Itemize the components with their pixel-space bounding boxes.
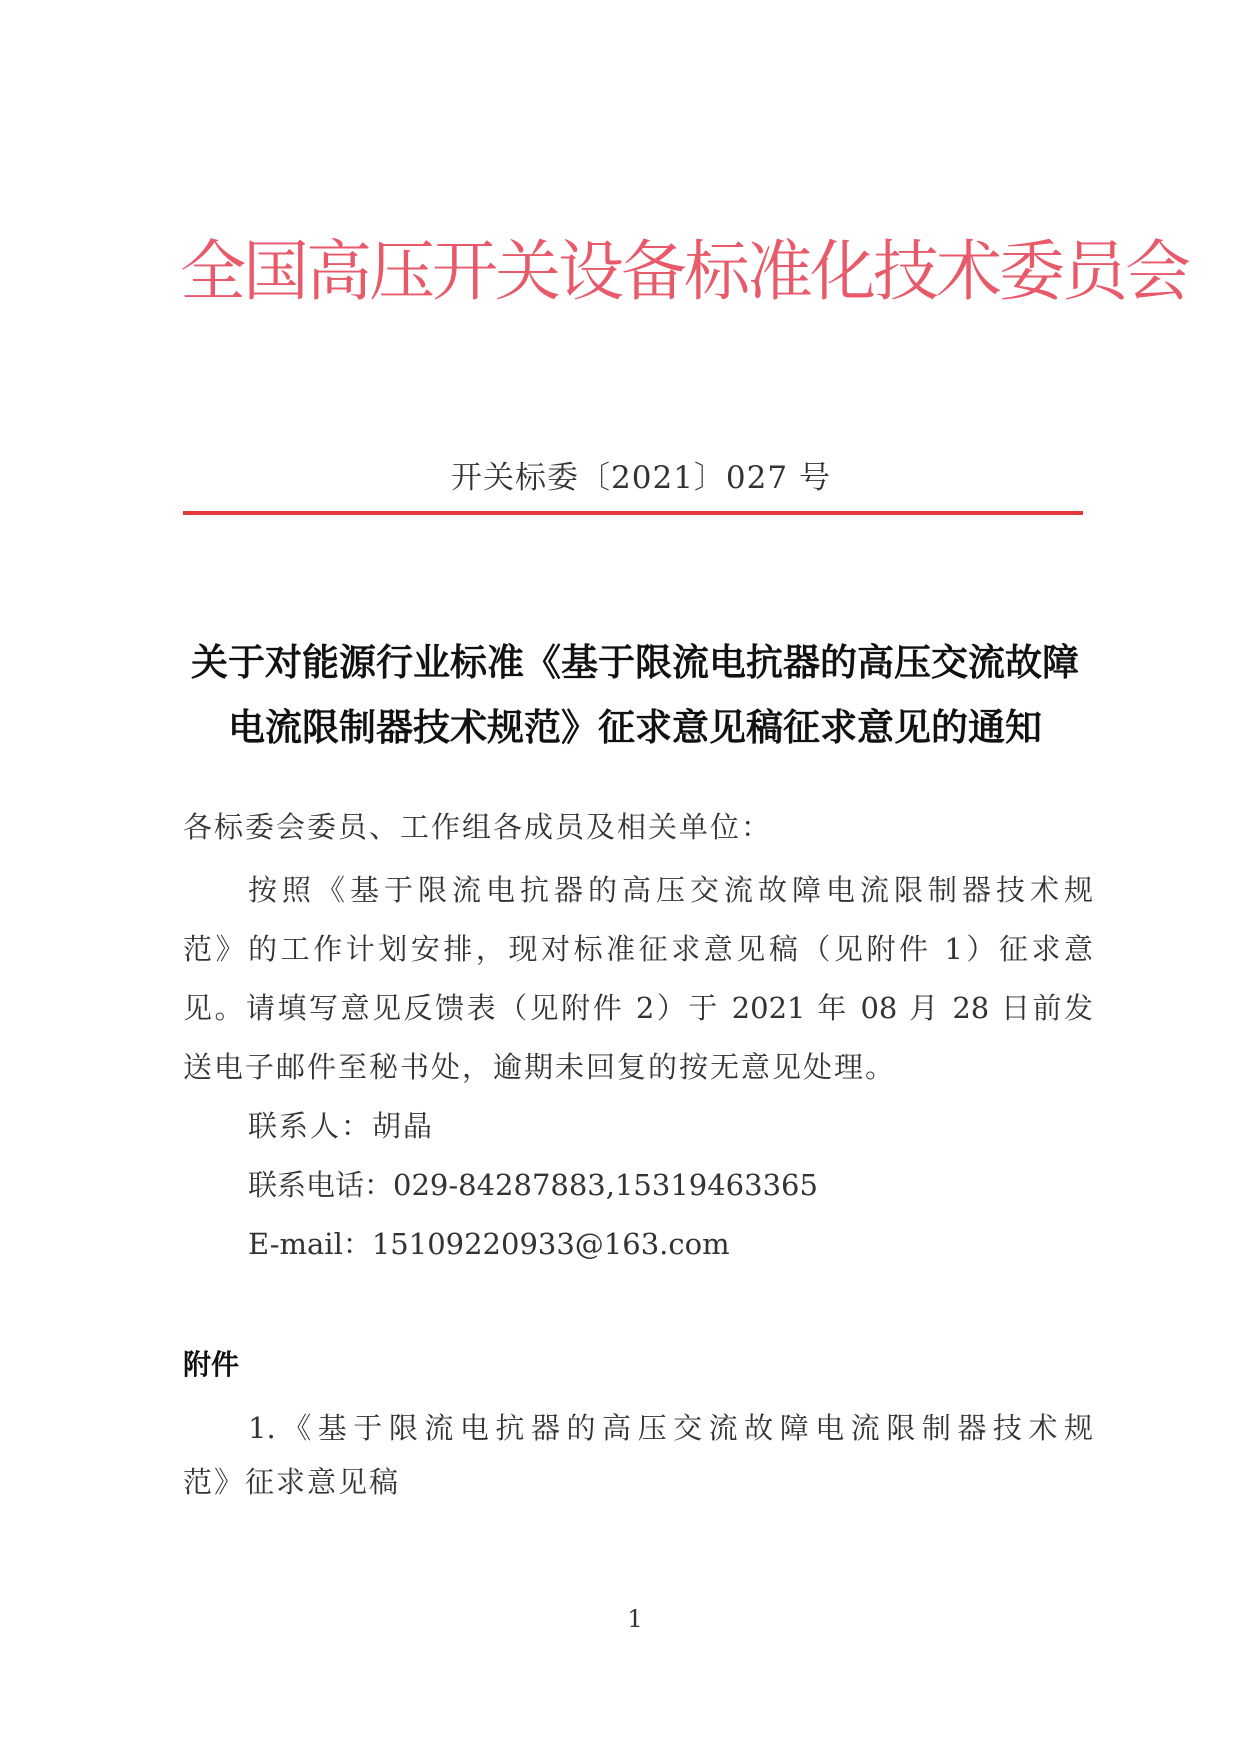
contact-person: 联系人：胡晶 <box>248 1109 435 1143</box>
notice-title-line-2: 电流限制器技术规范》征求意见稿征求意见的通知 <box>228 706 1042 749</box>
contact-email: E-mail：15109220933@163.com <box>248 1227 730 1261</box>
body-paragraph-line-3: 见。请填写意见反馈表（见附件 2）于 2021 年 08 月 28 日前发 <box>183 991 1093 1025</box>
letterhead-title: 全国高压开关设备标准化技术委员会 <box>180 233 1188 310</box>
body-paragraph-line-2: 范》的工作计划安排，现对标准征求意见稿（见附件 1）征求意 <box>183 932 1093 966</box>
page-number: 1 <box>627 1605 643 1633</box>
document-number: 开关标委〔2021〕027 号 <box>451 460 831 496</box>
notice-title-line-1: 关于对能源行业标准《基于限流电抗器的高压交流故障 <box>191 641 1079 684</box>
attachment-1-line-2: 范》征求意见稿 <box>183 1465 401 1499</box>
red-divider-line <box>183 511 1083 515</box>
attachments-heading: 附件 <box>183 1348 240 1381</box>
body-paragraph-line-4: 送电子邮件至秘书处，逾期未回复的按无意见处理。 <box>183 1050 897 1084</box>
body-paragraph-line-1: 按照《基于限流电抗器的高压交流故障电流限制器技术规 <box>248 873 1093 907</box>
attachment-1-line-1: 1.《基于限流电抗器的高压交流故障电流限制器技术规 <box>248 1411 1093 1445</box>
salutation: 各标委会委员、工作组各成员及相关单位： <box>183 810 773 844</box>
contact-phone: 联系电话：029-84287883,15319463365 <box>248 1168 818 1202</box>
